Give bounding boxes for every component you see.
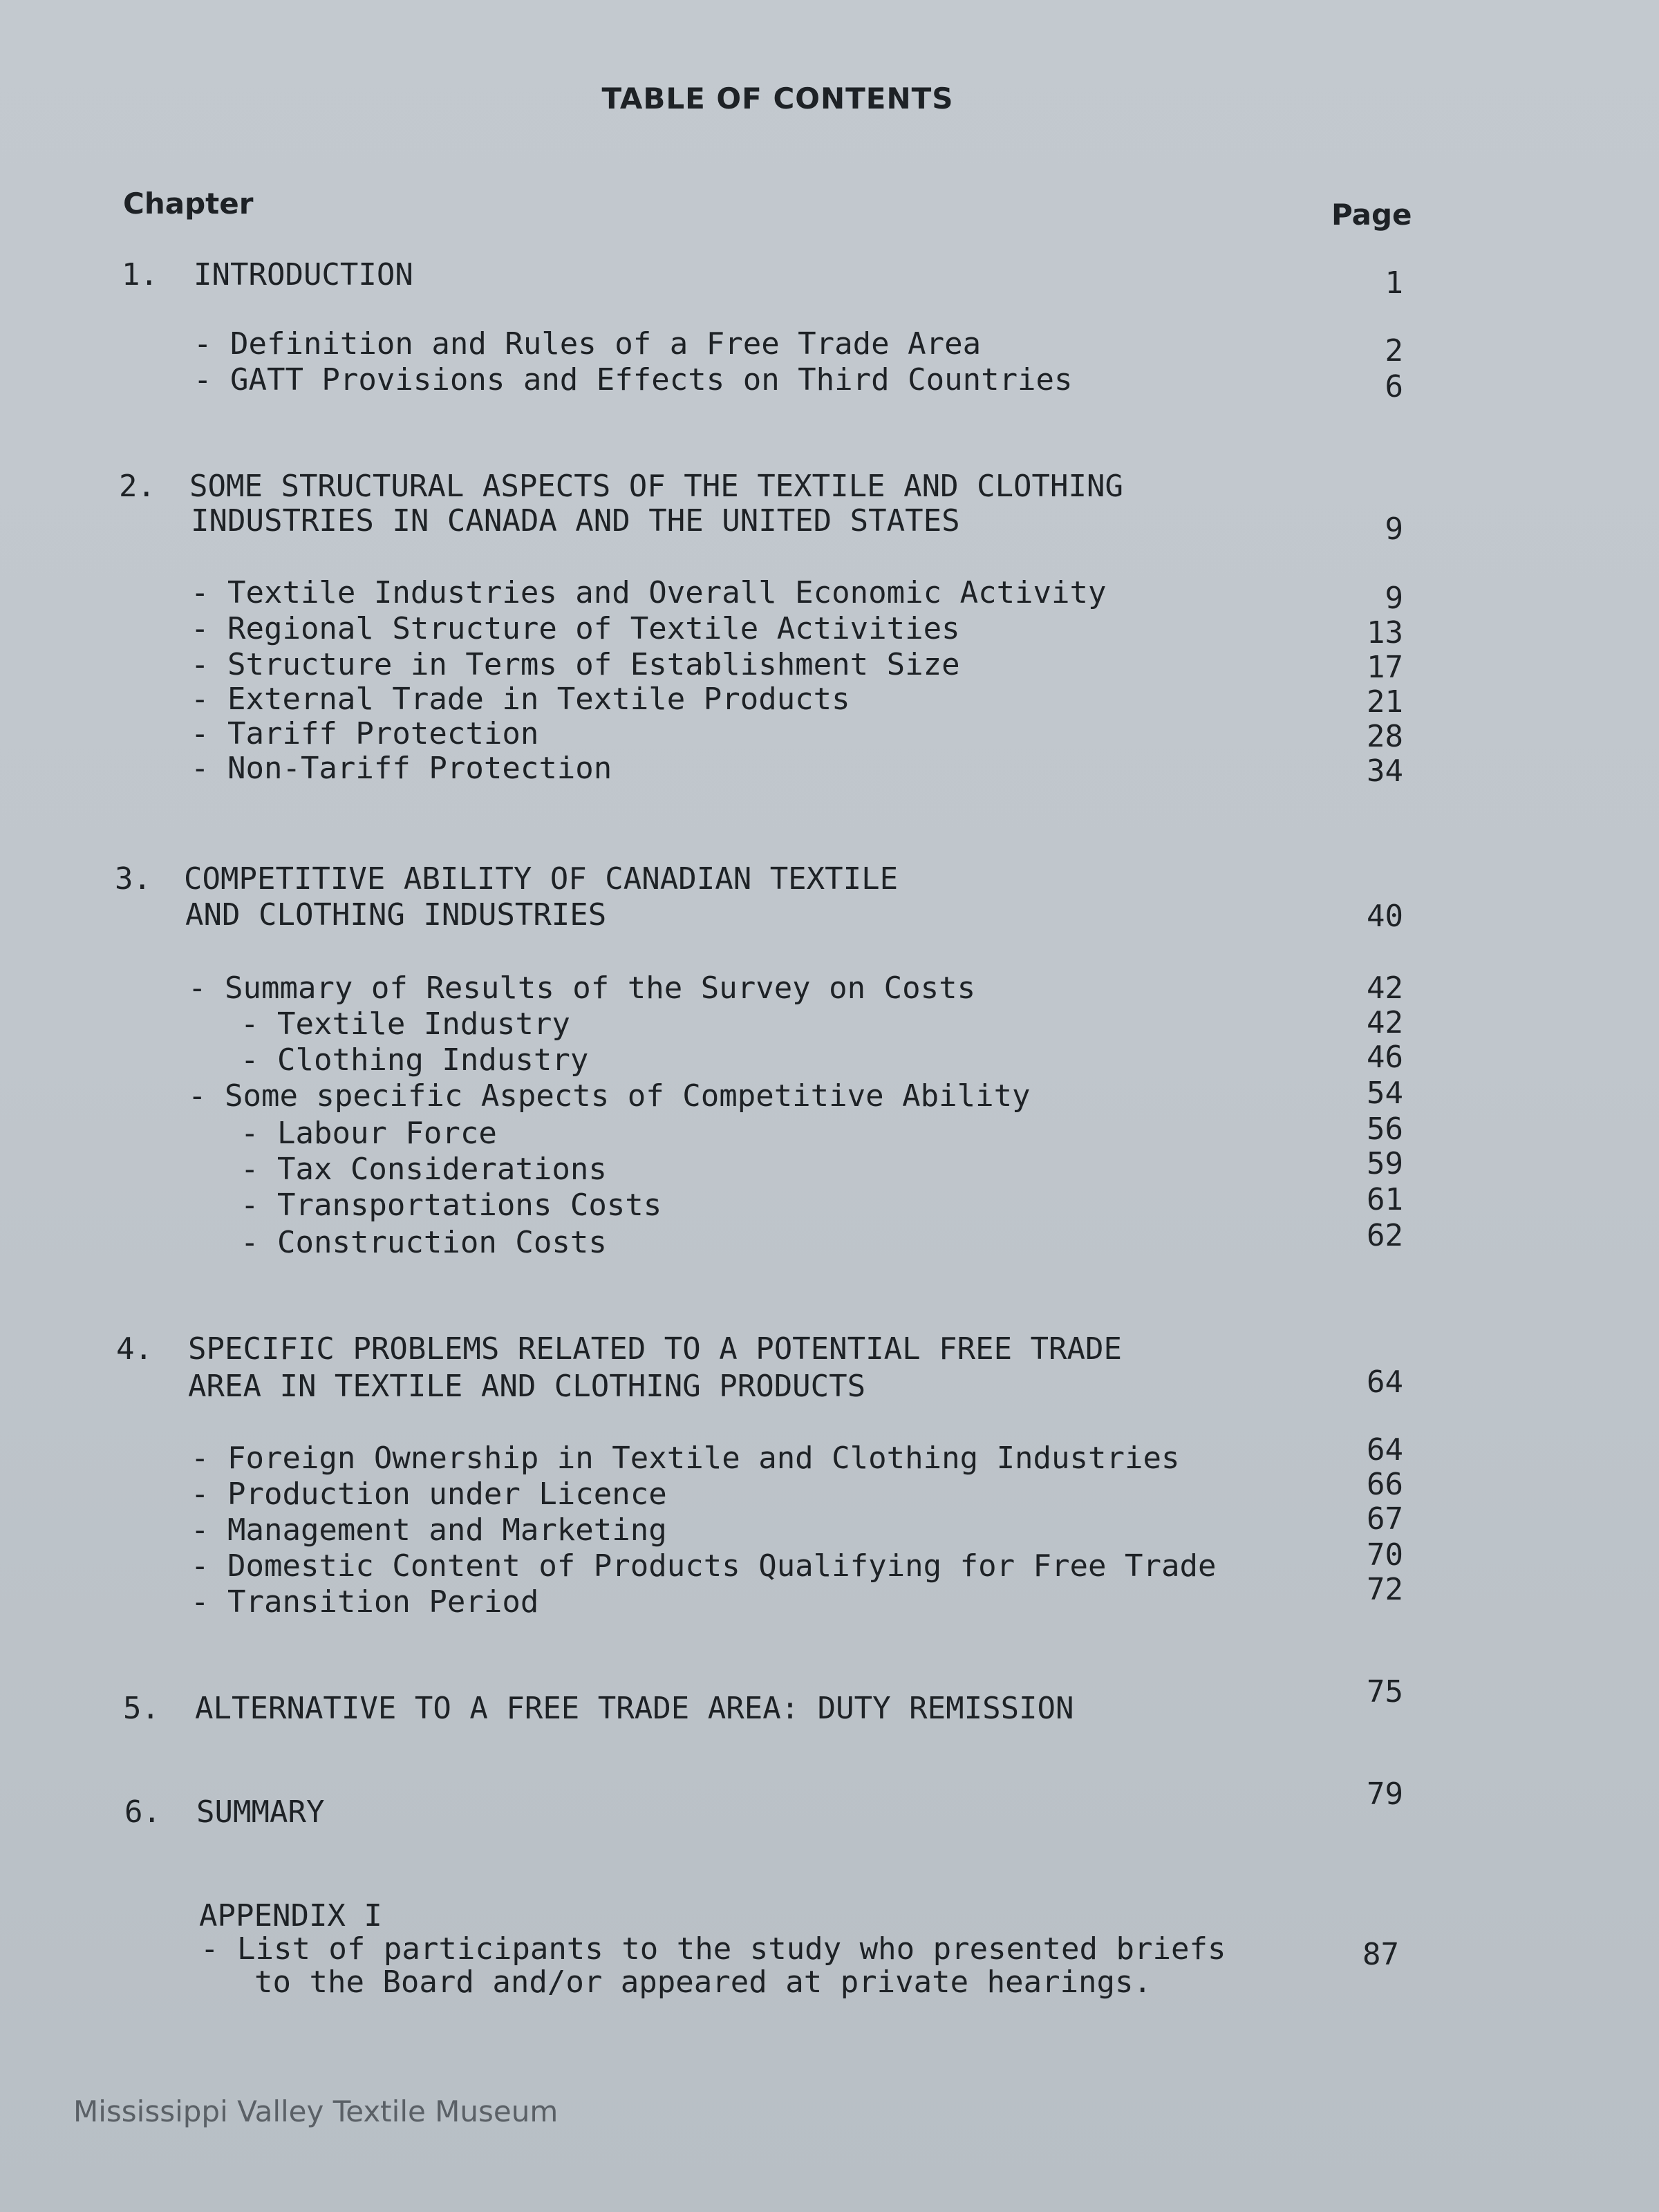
chapter-heading [0, 1674, 1659, 1727]
toc-entry [0, 1467, 1659, 1512]
page-number: 6 [1385, 369, 1403, 404]
page-number: 75 [1367, 1674, 1403, 1709]
page-number: 54 [1367, 1076, 1403, 1111]
chapter-column-header: Chapter [123, 187, 254, 221]
page-title: TABLE OF CONTENTS [601, 82, 954, 115]
entry-text: - Tariff Protection [191, 716, 539, 751]
toc-entry [0, 1537, 1659, 1584]
page-number: 62 [1367, 1218, 1403, 1253]
entry-text: - Textile Industry [241, 1006, 570, 1042]
chapter-heading [0, 861, 1659, 897]
entry-text: - Summary of Results of the Survey on Costs [188, 971, 976, 1006]
page-number: 64 [1367, 1432, 1403, 1468]
page-number: 21 [1367, 684, 1403, 720]
chapter-heading [0, 1777, 1659, 1830]
entry-text: - Structure in Terms of Establishment Size [191, 647, 960, 682]
entry-text: - Textile Industries and Overall Economic Activity [191, 575, 1107, 610]
chapter-title: SOME STRUCTURAL ASPECTS OF THE TEXTILE AND CLOTHING [189, 469, 1124, 504]
chapter-title: ALTERNATIVE TO A FREE TRADE AREA: DUTY REMISSION [195, 1691, 1074, 1726]
entry-text: - GATT Provisions and Effects on Third Countries [194, 362, 1073, 397]
appendix-heading [0, 1898, 1659, 1934]
page-number: 56 [1367, 1112, 1403, 1147]
toc-subentry [0, 1146, 1659, 1188]
toc-entry [0, 971, 1659, 1006]
page-number: 9 [1385, 581, 1403, 616]
toc-entry [0, 647, 1659, 683]
chapter-title: COMPETITIVE ABILITY OF CANADIAN TEXTILE [184, 861, 899, 897]
entry-text: - External Trade in Textile Products [191, 682, 850, 717]
chapter-number: 5. [123, 1691, 160, 1726]
toc-subentry [0, 1112, 1659, 1152]
entry-text: - Some specific Aspects of Competitive Ability [188, 1078, 1031, 1114]
entry-text: - Regional Structure of Textile Activities [191, 611, 960, 646]
page-number: 40 [1367, 899, 1403, 934]
page-number: 66 [1367, 1467, 1403, 1502]
page-number: 17 [1367, 650, 1403, 685]
appendix-entry [0, 1931, 1659, 1967]
chapter-number: 6. [124, 1794, 161, 1830]
museum-watermark: Mississippi Valley Textile Museum [73, 2094, 559, 2128]
chapter-title: SUMMARY [196, 1794, 325, 1830]
chapter-title: INTRODUCTION [194, 257, 413, 292]
toc-entry [0, 575, 1659, 616]
chapter-heading [0, 1331, 1659, 1367]
page-number: 64 [1367, 1365, 1403, 1400]
page-number: 1 [1385, 265, 1403, 301]
chapter-heading-continued [0, 1365, 1659, 1405]
entry-text: - Tax Considerations [241, 1152, 607, 1187]
page-number: 61 [1367, 1182, 1403, 1217]
entry-text: - List of participants to the study who presented briefs [200, 1931, 1226, 1967]
chapter-title: INDUSTRIES IN CANADA AND THE UNITED STATES [191, 503, 960, 538]
chapter-title: AREA IN TEXTILE AND CLOTHING PRODUCTS [188, 1369, 866, 1404]
toc-entry [0, 1078, 1659, 1114]
chapter-number: 3. [115, 861, 151, 897]
chapter-number: 2. [119, 469, 156, 504]
chapter-number: 4. [116, 1331, 153, 1367]
chapter-title: SPECIFIC PROBLEMS RELATED TO A POTENTIAL FREE TRADE [188, 1331, 1123, 1367]
entry-text: - Clothing Industry [241, 1042, 589, 1078]
page-number: 9 [1385, 512, 1403, 547]
toc-subentry [0, 1182, 1659, 1224]
toc-entry [0, 716, 1659, 752]
page-number: 42 [1367, 971, 1403, 1006]
entry-text: - Definition and Rules of a Free Trade Area [194, 326, 982, 362]
toc-subentry [0, 1006, 1659, 1042]
toc-entry [0, 362, 1659, 404]
chapter-title: AND CLOTHING INDUSTRIES [185, 897, 607, 932]
page-number: 42 [1367, 1005, 1403, 1040]
entry-text: - Labour Force [241, 1116, 497, 1151]
toc-entry [0, 682, 1659, 718]
entry-text: - Transition Period [191, 1584, 539, 1620]
page-number: 13 [1367, 615, 1403, 650]
toc-subentry [0, 1042, 1659, 1078]
page-number: 72 [1367, 1572, 1403, 1607]
page-number: 2 [1385, 333, 1403, 368]
entry-text: - Production under Licence [191, 1477, 667, 1512]
page-column-header: Page [1331, 198, 1412, 232]
page-number: 34 [1367, 753, 1403, 789]
toc-entry [0, 326, 1659, 368]
toc-entry [0, 611, 1659, 650]
entry-text: - Transportations Costs [241, 1188, 662, 1223]
page-number: 67 [1367, 1501, 1403, 1537]
page-number: 87 [1362, 1937, 1399, 1972]
page-number: 79 [1367, 1777, 1403, 1812]
entry-text: - Non-Tariff Protection [191, 751, 612, 786]
entry-text: - Management and Marketing [191, 1512, 667, 1548]
entry-text: - Construction Costs [241, 1225, 607, 1260]
page-number: 46 [1367, 1040, 1403, 1075]
toc-entry [0, 1501, 1659, 1548]
chapter-heading-continued [0, 897, 1659, 933]
page-number: 70 [1367, 1537, 1403, 1573]
appendix-label: APPENDIX I [199, 1898, 382, 1933]
chapter-heading [0, 257, 1659, 301]
entry-text: - Domestic Content of Products Qualifying for Free Trade [191, 1548, 1217, 1584]
chapter-number: 1. [122, 257, 158, 292]
toc-entry [0, 1432, 1659, 1477]
toc-entry [0, 751, 1659, 787]
page-number: 28 [1367, 719, 1403, 754]
entry-text: to the Board and/or appeared at private hearings. [254, 1965, 1152, 2000]
chapter-heading-continued [0, 503, 1659, 547]
page-number: 59 [1367, 1146, 1403, 1181]
toc-entry [0, 1572, 1659, 1620]
entry-text: - Foreign Ownership in Textile and Clothing Industries [191, 1441, 1180, 1476]
chapter-heading [0, 469, 1659, 505]
toc-subentry [0, 1218, 1659, 1261]
